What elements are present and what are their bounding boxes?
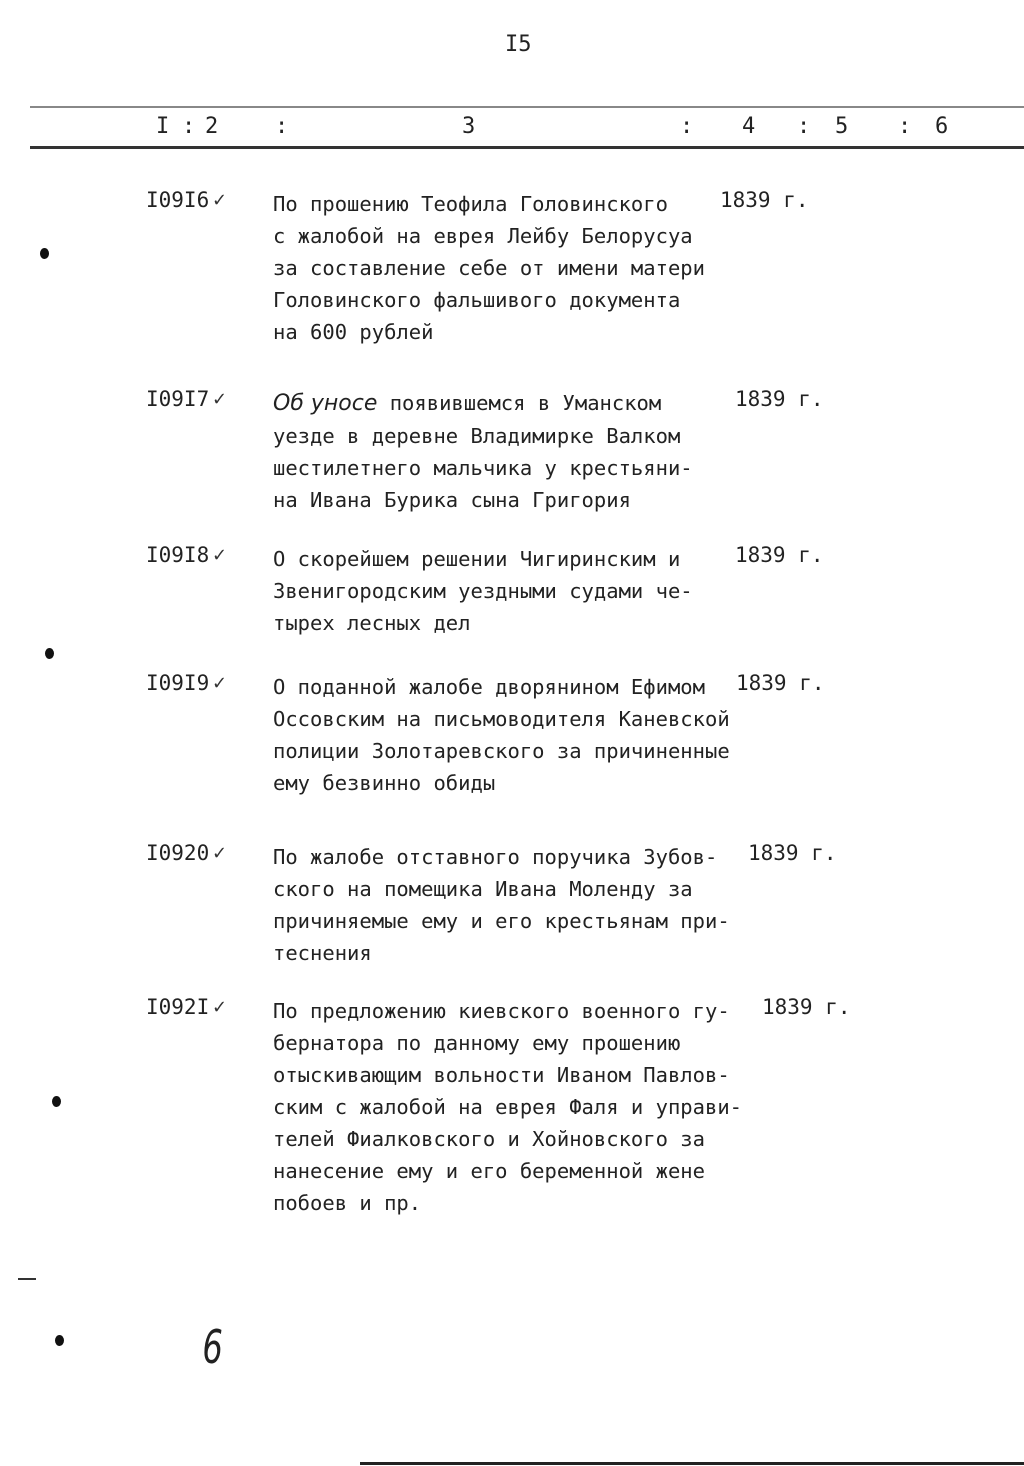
check-mark-icon: ✓ xyxy=(212,673,228,694)
column-separator: : xyxy=(275,114,289,139)
text-line: ему безвинно обиды xyxy=(273,771,496,795)
check-mark-icon: ✓ xyxy=(212,545,228,566)
column-separator: : xyxy=(898,114,912,139)
check-mark-icon: ✓ xyxy=(212,997,228,1018)
binder-hole-mark xyxy=(52,1096,61,1107)
record-number: I092I xyxy=(146,995,210,1019)
handwritten-insert: Об уносе xyxy=(273,391,378,416)
record-number: I09I6 xyxy=(146,188,210,212)
record-number: I09I9 xyxy=(146,671,210,695)
text-line: на 600 рублей xyxy=(273,320,434,344)
text-line: По предложению киевского военного гу- xyxy=(273,999,730,1023)
record-number: I09I7 xyxy=(146,387,210,411)
text-line: бернатора по данному ему прошению xyxy=(273,1031,681,1055)
record-year: 1839 г. xyxy=(720,188,809,212)
check-mark-icon: ✓ xyxy=(212,843,228,864)
header-top-rule xyxy=(30,106,1024,108)
text-line: О скорейшем решении Чигиринским и xyxy=(273,547,681,571)
column-header-2: 2 xyxy=(205,114,219,139)
text-line: Оссовским на письмоводителя Каневской xyxy=(273,707,730,731)
column-separator: : xyxy=(680,114,694,139)
record-year: 1839 г. xyxy=(748,841,837,865)
text-line: полиции Золотаревского за причиненные xyxy=(273,739,730,763)
record-year: 1839 г. xyxy=(735,387,824,411)
page-number: I5 xyxy=(505,32,532,57)
text-line: телей Фиалковского и Хойновского за xyxy=(273,1127,705,1151)
text-line: О поданной жалобе дворянином Ефимом xyxy=(273,675,705,699)
text-line: тырех лесных дел xyxy=(273,611,471,635)
record-number: I09I8 xyxy=(146,543,210,567)
text-line: на Ивана Бурика сына Григория xyxy=(273,488,631,512)
text-line: шестилетнего мальчика у крестьяни- xyxy=(273,456,693,480)
text-line: появившемся в Уманском xyxy=(377,391,662,415)
header-bottom-rule xyxy=(30,146,1024,149)
binder-hole-mark xyxy=(40,248,49,259)
text-line: причиняемые ему и его крестьянам при- xyxy=(273,909,730,933)
text-line: По жалобе отставного поручика Зубов- xyxy=(273,845,718,869)
column-header-4: 4 xyxy=(742,114,756,139)
column-separator: : xyxy=(797,114,811,139)
text-line: нанесение ему и его беременной жене xyxy=(273,1159,705,1183)
text-line: ским с жалобой на еврея Фаля и управи- xyxy=(273,1095,742,1119)
bottom-edge-line xyxy=(360,1462,1024,1465)
text-line: ского на помещика Ивана Моленду за xyxy=(273,877,693,901)
handwritten-sheet-number: 6 xyxy=(202,1320,223,1374)
record-year: 1839 г. xyxy=(736,671,825,695)
column-header-3: 3 xyxy=(462,114,476,139)
record-description xyxy=(273,543,693,639)
binder-hole-mark xyxy=(45,648,54,659)
binder-hole-mark xyxy=(55,1335,64,1346)
record-description xyxy=(273,841,730,969)
text-line: Головинского фальшивого документа xyxy=(273,288,681,312)
record-number: I0920 xyxy=(146,841,210,865)
check-mark-icon: ✓ xyxy=(212,389,228,410)
text-line: уезде в деревне Владимирке Валком xyxy=(273,424,681,448)
text-line: за составление себе от имени матери xyxy=(273,256,705,280)
column-header-1: I xyxy=(156,114,170,139)
record-description xyxy=(273,188,705,348)
record-description xyxy=(273,671,730,799)
record-year: 1839 г. xyxy=(735,543,824,567)
column-separator: : xyxy=(182,114,196,139)
record-description xyxy=(273,995,742,1219)
record-description xyxy=(273,387,693,516)
check-mark-icon: ✓ xyxy=(212,190,228,211)
text-line: отыскивающим вольности Иваном Павлов- xyxy=(273,1063,730,1087)
column-header-5: 5 xyxy=(835,114,849,139)
margin-mark xyxy=(18,1278,36,1280)
column-header-6: 6 xyxy=(935,114,949,139)
text-line: Звенигородским уездными судами че- xyxy=(273,579,693,603)
record-year: 1839 г. xyxy=(762,995,851,1019)
text-line: теснения xyxy=(273,941,372,965)
text-line: побоев и пр. xyxy=(273,1191,422,1215)
text-line: По прошению Теофила Головинского xyxy=(273,192,668,216)
text-line: с жалобой на еврея Лейбу Белорусуа xyxy=(273,224,693,248)
